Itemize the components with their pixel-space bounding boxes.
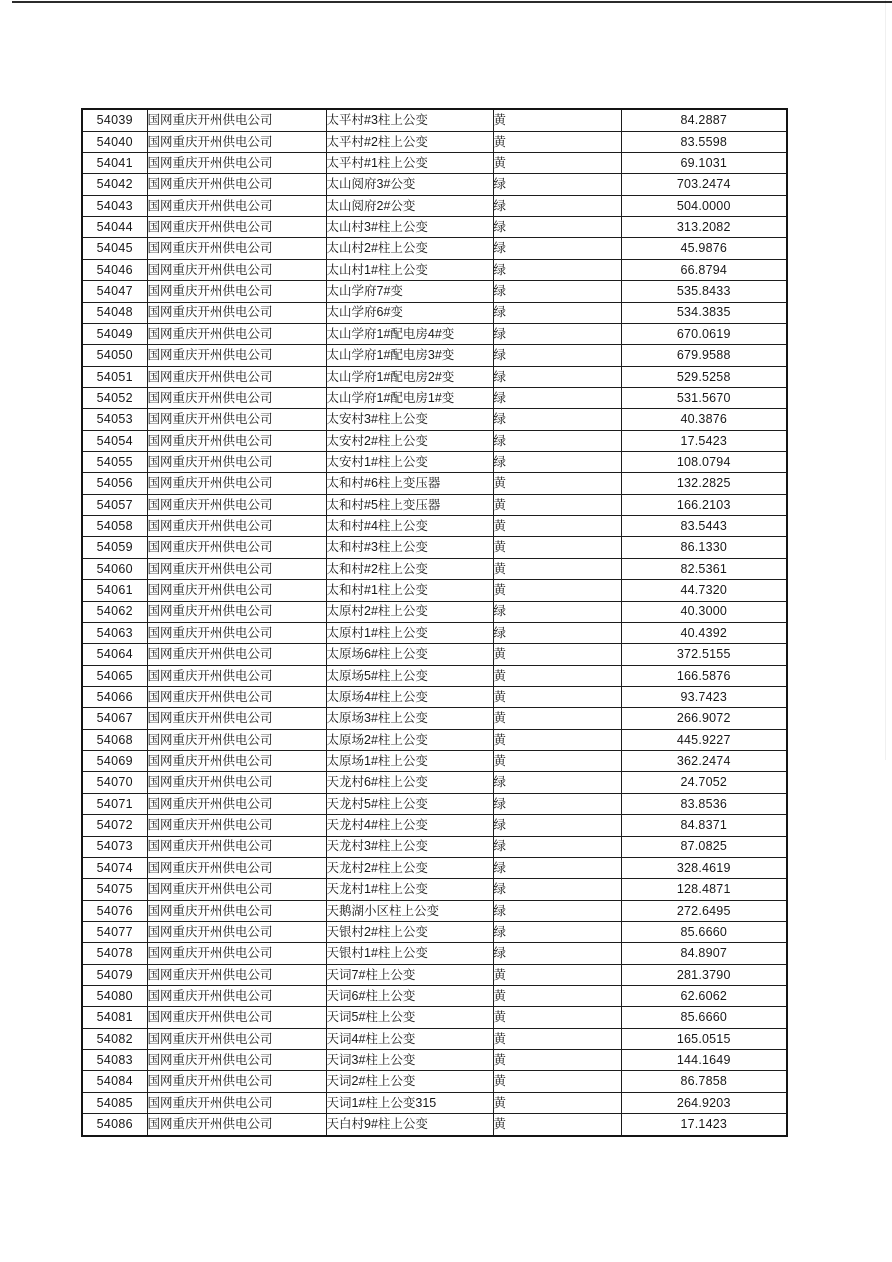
cell-value: 85.6660 <box>621 1007 787 1028</box>
cell-status: 黄 <box>493 580 621 601</box>
cell-device: 太原场2#柱上公变 <box>326 729 493 750</box>
cell-row-id: 54080 <box>82 986 147 1007</box>
cell-value: 372.5155 <box>621 644 787 665</box>
cell-row-id: 54050 <box>82 345 147 366</box>
cell-status: 绿 <box>493 345 621 366</box>
table-row <box>82 409 787 430</box>
cell-device: 太和村#4柱上公变 <box>326 516 493 537</box>
cell-value: 108.0794 <box>621 452 787 473</box>
cell-company: 国网重庆开州供电公司 <box>147 1114 326 1136</box>
cell-company: 国网重庆开州供电公司 <box>147 1050 326 1071</box>
cell-row-id: 54047 <box>82 281 147 302</box>
cell-status: 绿 <box>493 195 621 216</box>
cell-value: 266.9072 <box>621 708 787 729</box>
cell-status: 黄 <box>493 1071 621 1092</box>
cell-status: 黄 <box>493 537 621 558</box>
cell-row-id: 54053 <box>82 409 147 430</box>
cell-value: 93.7423 <box>621 686 787 707</box>
table-row <box>82 366 787 387</box>
cell-row-id: 54063 <box>82 622 147 643</box>
table-row <box>82 1028 787 1049</box>
cell-company: 国网重庆开州供电公司 <box>147 516 326 537</box>
cell-value: 40.3876 <box>621 409 787 430</box>
table-row <box>82 238 787 259</box>
cell-value: 66.8794 <box>621 259 787 280</box>
cell-company: 国网重庆开州供电公司 <box>147 302 326 323</box>
table-row <box>82 601 787 622</box>
cell-device: 太山学府1#配电房1#变 <box>326 387 493 408</box>
cell-device: 太山阅府2#公变 <box>326 195 493 216</box>
cell-row-id: 54065 <box>82 665 147 686</box>
cell-row-id: 54061 <box>82 580 147 601</box>
cell-device: 太安村1#柱上公变 <box>326 452 493 473</box>
table-row <box>82 1092 787 1113</box>
cell-status: 绿 <box>493 793 621 814</box>
cell-status: 黄 <box>493 1092 621 1113</box>
cell-value: 62.6062 <box>621 986 787 1007</box>
cell-device: 太山学府7#变 <box>326 281 493 302</box>
table-row <box>82 174 787 195</box>
cell-company: 国网重庆开州供电公司 <box>147 430 326 451</box>
cell-device: 太山村1#柱上公变 <box>326 259 493 280</box>
cell-status: 黄 <box>493 516 621 537</box>
table-row <box>82 516 787 537</box>
table-row <box>82 772 787 793</box>
cell-status: 绿 <box>493 836 621 857</box>
cell-device: 太平村#3柱上公变 <box>326 109 493 131</box>
cell-device: 太安村2#柱上公变 <box>326 430 493 451</box>
cell-company: 国网重庆开州供电公司 <box>147 879 326 900</box>
cell-status: 黄 <box>493 708 621 729</box>
cell-row-id: 54071 <box>82 793 147 814</box>
cell-status: 黄 <box>493 1028 621 1049</box>
table-row <box>82 665 787 686</box>
cell-device: 太山阅府3#公变 <box>326 174 493 195</box>
cell-value: 45.9876 <box>621 238 787 259</box>
cell-device: 太山村3#柱上公变 <box>326 217 493 238</box>
table-row <box>82 964 787 985</box>
cell-row-id: 54078 <box>82 943 147 964</box>
cell-device: 天词2#柱上公变 <box>326 1071 493 1092</box>
cell-value: 69.1031 <box>621 153 787 174</box>
cell-company: 国网重庆开州供电公司 <box>147 131 326 152</box>
cell-row-id: 54049 <box>82 323 147 344</box>
cell-status: 绿 <box>493 857 621 878</box>
cell-company: 国网重庆开州供电公司 <box>147 964 326 985</box>
table-row <box>82 131 787 152</box>
cell-status: 黄 <box>493 751 621 772</box>
cell-value: 83.8536 <box>621 793 787 814</box>
cell-value: 144.1649 <box>621 1050 787 1071</box>
cell-row-id: 54062 <box>82 601 147 622</box>
cell-company: 国网重庆开州供电公司 <box>147 323 326 344</box>
cell-company: 国网重庆开州供电公司 <box>147 537 326 558</box>
table-row <box>82 537 787 558</box>
cell-company: 国网重庆开州供电公司 <box>147 558 326 579</box>
cell-status: 绿 <box>493 366 621 387</box>
cell-company: 国网重庆开州供电公司 <box>147 772 326 793</box>
table-row <box>82 708 787 729</box>
cell-company: 国网重庆开州供电公司 <box>147 665 326 686</box>
cell-value: 534.3835 <box>621 302 787 323</box>
cell-status: 黄 <box>493 494 621 515</box>
cell-status: 黄 <box>493 109 621 131</box>
cell-device: 太山村2#柱上公变 <box>326 238 493 259</box>
cell-device: 天词4#柱上公变 <box>326 1028 493 1049</box>
cell-device: 太和村#1柱上公变 <box>326 580 493 601</box>
cell-device: 太和村#2柱上公变 <box>326 558 493 579</box>
table-row <box>82 1050 787 1071</box>
data-table <box>81 108 788 1137</box>
cell-company: 国网重庆开州供电公司 <box>147 921 326 942</box>
cell-row-id: 54077 <box>82 921 147 942</box>
cell-company: 国网重庆开州供电公司 <box>147 857 326 878</box>
cell-status: 黄 <box>493 686 621 707</box>
cell-value: 679.9588 <box>621 345 787 366</box>
table-row <box>82 302 787 323</box>
cell-value: 85.6660 <box>621 921 787 942</box>
cell-status: 黄 <box>493 964 621 985</box>
cell-device: 太原村1#柱上公变 <box>326 622 493 643</box>
cell-device: 天鹅湖小区柱上公变 <box>326 900 493 921</box>
cell-device: 天词3#柱上公变 <box>326 1050 493 1071</box>
cell-status: 绿 <box>493 943 621 964</box>
cell-value: 24.7052 <box>621 772 787 793</box>
cell-value: 166.2103 <box>621 494 787 515</box>
cell-row-id: 54066 <box>82 686 147 707</box>
cell-status: 绿 <box>493 430 621 451</box>
table-row <box>82 793 787 814</box>
cell-device: 天银村2#柱上公变 <box>326 921 493 942</box>
cell-status: 黄 <box>493 558 621 579</box>
cell-device: 天龙村4#柱上公变 <box>326 815 493 836</box>
cell-device: 太平村#2柱上公变 <box>326 131 493 152</box>
table-row <box>82 644 787 665</box>
cell-status: 绿 <box>493 622 621 643</box>
cell-row-id: 54045 <box>82 238 147 259</box>
cell-row-id: 54072 <box>82 815 147 836</box>
cell-row-id: 54040 <box>82 131 147 152</box>
cell-value: 128.4871 <box>621 879 787 900</box>
cell-company: 国网重庆开州供电公司 <box>147 153 326 174</box>
cell-status: 黄 <box>493 153 621 174</box>
table-row <box>82 1114 787 1136</box>
cell-company: 国网重庆开州供电公司 <box>147 729 326 750</box>
cell-company: 国网重庆开州供电公司 <box>147 580 326 601</box>
cell-company: 国网重庆开州供电公司 <box>147 986 326 1007</box>
table-row <box>82 387 787 408</box>
cell-device: 太原场4#柱上公变 <box>326 686 493 707</box>
cell-company: 国网重庆开州供电公司 <box>147 1028 326 1049</box>
cell-value: 84.8907 <box>621 943 787 964</box>
cell-row-id: 54064 <box>82 644 147 665</box>
cell-row-id: 54075 <box>82 879 147 900</box>
table-row <box>82 986 787 1007</box>
table-row <box>82 857 787 878</box>
cell-status: 黄 <box>493 729 621 750</box>
table-row <box>82 580 787 601</box>
cell-status: 绿 <box>493 815 621 836</box>
cell-row-id: 54051 <box>82 366 147 387</box>
table-row <box>82 558 787 579</box>
table-row <box>82 195 787 216</box>
cell-company: 国网重庆开州供电公司 <box>147 452 326 473</box>
cell-row-id: 54056 <box>82 473 147 494</box>
cell-status: 黄 <box>493 665 621 686</box>
cell-row-id: 54042 <box>82 174 147 195</box>
cell-value: 281.3790 <box>621 964 787 985</box>
cell-row-id: 54074 <box>82 857 147 878</box>
cell-company: 国网重庆开州供电公司 <box>147 644 326 665</box>
cell-company: 国网重庆开州供电公司 <box>147 793 326 814</box>
cell-status: 绿 <box>493 217 621 238</box>
cell-device: 太和村#5柱上变压器 <box>326 494 493 515</box>
cell-value: 40.4392 <box>621 622 787 643</box>
cell-value: 165.0515 <box>621 1028 787 1049</box>
cell-value: 264.9203 <box>621 1092 787 1113</box>
cell-value: 362.2474 <box>621 751 787 772</box>
table-row <box>82 836 787 857</box>
cell-value: 17.1423 <box>621 1114 787 1136</box>
cell-value: 132.2825 <box>621 473 787 494</box>
cell-company: 国网重庆开州供电公司 <box>147 601 326 622</box>
cell-row-id: 54060 <box>82 558 147 579</box>
scan-right-edge-artifact <box>885 0 886 760</box>
cell-device: 太山学府1#配电房2#变 <box>326 366 493 387</box>
cell-row-id: 54058 <box>82 516 147 537</box>
cell-device: 太山学府6#变 <box>326 302 493 323</box>
cell-value: 82.5361 <box>621 558 787 579</box>
cell-company: 国网重庆开州供电公司 <box>147 387 326 408</box>
cell-device: 天龙村1#柱上公变 <box>326 879 493 900</box>
cell-device: 太和村#6柱上变压器 <box>326 473 493 494</box>
table-row <box>82 494 787 515</box>
cell-value: 504.0000 <box>621 195 787 216</box>
cell-status: 黄 <box>493 1050 621 1071</box>
cell-value: 313.2082 <box>621 217 787 238</box>
cell-device: 太原场6#柱上公变 <box>326 644 493 665</box>
cell-company: 国网重庆开州供电公司 <box>147 238 326 259</box>
cell-status: 绿 <box>493 601 621 622</box>
table-row <box>82 622 787 643</box>
cell-device: 太原场1#柱上公变 <box>326 751 493 772</box>
cell-status: 绿 <box>493 772 621 793</box>
cell-company: 国网重庆开州供电公司 <box>147 409 326 430</box>
cell-row-id: 54085 <box>82 1092 147 1113</box>
cell-row-id: 54046 <box>82 259 147 280</box>
cell-company: 国网重庆开州供电公司 <box>147 195 326 216</box>
cell-device: 太山学府1#配电房3#变 <box>326 345 493 366</box>
cell-company: 国网重庆开州供电公司 <box>147 1071 326 1092</box>
cell-row-id: 54043 <box>82 195 147 216</box>
cell-value: 445.9227 <box>621 729 787 750</box>
cell-device: 天龙村3#柱上公变 <box>326 836 493 857</box>
table-row <box>82 430 787 451</box>
cell-row-id: 54073 <box>82 836 147 857</box>
cell-value: 703.2474 <box>621 174 787 195</box>
cell-company: 国网重庆开州供电公司 <box>147 900 326 921</box>
table-row <box>82 729 787 750</box>
table-row <box>82 473 787 494</box>
cell-row-id: 54055 <box>82 452 147 473</box>
cell-value: 84.2887 <box>621 109 787 131</box>
table-row <box>82 943 787 964</box>
cell-device: 天词1#柱上公变315 <box>326 1092 493 1113</box>
cell-row-id: 54054 <box>82 430 147 451</box>
cell-row-id: 54068 <box>82 729 147 750</box>
cell-row-id: 54079 <box>82 964 147 985</box>
cell-status: 绿 <box>493 879 621 900</box>
cell-value: 83.5598 <box>621 131 787 152</box>
cell-device: 天白村9#柱上公变 <box>326 1114 493 1136</box>
cell-company: 国网重庆开州供电公司 <box>147 1092 326 1113</box>
table-body <box>82 109 787 1136</box>
cell-status: 黄 <box>493 644 621 665</box>
cell-company: 国网重庆开州供电公司 <box>147 366 326 387</box>
cell-row-id: 54083 <box>82 1050 147 1071</box>
cell-company: 国网重庆开州供电公司 <box>147 473 326 494</box>
cell-value: 84.8371 <box>621 815 787 836</box>
cell-device: 太原场3#柱上公变 <box>326 708 493 729</box>
cell-status: 黄 <box>493 1114 621 1136</box>
cell-value: 40.3000 <box>621 601 787 622</box>
table-row <box>82 323 787 344</box>
cell-value: 529.5258 <box>621 366 787 387</box>
cell-row-id: 54069 <box>82 751 147 772</box>
cell-status: 绿 <box>493 387 621 408</box>
cell-device: 太原场5#柱上公变 <box>326 665 493 686</box>
cell-value: 272.6495 <box>621 900 787 921</box>
table-row <box>82 153 787 174</box>
cell-status: 黄 <box>493 986 621 1007</box>
cell-row-id: 54070 <box>82 772 147 793</box>
cell-device: 天银村1#柱上公变 <box>326 943 493 964</box>
scan-top-edge-artifact <box>12 1 892 3</box>
cell-row-id: 54081 <box>82 1007 147 1028</box>
cell-device: 天词6#柱上公变 <box>326 986 493 1007</box>
cell-row-id: 54044 <box>82 217 147 238</box>
cell-value: 535.8433 <box>621 281 787 302</box>
cell-company: 国网重庆开州供电公司 <box>147 836 326 857</box>
cell-value: 86.1330 <box>621 537 787 558</box>
cell-status: 绿 <box>493 302 621 323</box>
cell-device: 天词7#柱上公变 <box>326 964 493 985</box>
cell-value: 87.0825 <box>621 836 787 857</box>
table-row <box>82 1007 787 1028</box>
cell-status: 绿 <box>493 900 621 921</box>
cell-device: 太原村2#柱上公变 <box>326 601 493 622</box>
cell-row-id: 54048 <box>82 302 147 323</box>
table-row <box>82 900 787 921</box>
cell-status: 绿 <box>493 281 621 302</box>
table-row <box>82 686 787 707</box>
cell-company: 国网重庆开州供电公司 <box>147 622 326 643</box>
cell-row-id: 54059 <box>82 537 147 558</box>
cell-device: 太安村3#柱上公变 <box>326 409 493 430</box>
cell-status: 绿 <box>493 174 621 195</box>
cell-company: 国网重庆开州供电公司 <box>147 686 326 707</box>
cell-row-id: 54052 <box>82 387 147 408</box>
cell-row-id: 54057 <box>82 494 147 515</box>
cell-device: 太山学府1#配电房4#变 <box>326 323 493 344</box>
table-row <box>82 1071 787 1092</box>
cell-company: 国网重庆开州供电公司 <box>147 1007 326 1028</box>
cell-company: 国网重庆开州供电公司 <box>147 109 326 131</box>
cell-row-id: 54084 <box>82 1071 147 1092</box>
table-row <box>82 751 787 772</box>
cell-status: 绿 <box>493 409 621 430</box>
table-row <box>82 815 787 836</box>
table-row <box>82 109 787 131</box>
table-row <box>82 259 787 280</box>
cell-company: 国网重庆开州供电公司 <box>147 217 326 238</box>
table-row <box>82 217 787 238</box>
cell-value: 17.5423 <box>621 430 787 451</box>
cell-device: 太平村#1柱上公变 <box>326 153 493 174</box>
cell-status: 绿 <box>493 238 621 259</box>
cell-value: 86.7858 <box>621 1071 787 1092</box>
cell-row-id: 54041 <box>82 153 147 174</box>
table-row <box>82 879 787 900</box>
cell-row-id: 54082 <box>82 1028 147 1049</box>
cell-company: 国网重庆开州供电公司 <box>147 708 326 729</box>
cell-row-id: 54086 <box>82 1114 147 1136</box>
cell-row-id: 54039 <box>82 109 147 131</box>
cell-company: 国网重庆开州供电公司 <box>147 815 326 836</box>
cell-device: 太和村#3柱上公变 <box>326 537 493 558</box>
table-row <box>82 921 787 942</box>
cell-company: 国网重庆开州供电公司 <box>147 494 326 515</box>
cell-status: 黄 <box>493 131 621 152</box>
cell-status: 绿 <box>493 921 621 942</box>
cell-company: 国网重庆开州供电公司 <box>147 281 326 302</box>
cell-status: 绿 <box>493 323 621 344</box>
cell-company: 国网重庆开州供电公司 <box>147 345 326 366</box>
cell-value: 166.5876 <box>621 665 787 686</box>
table-row <box>82 452 787 473</box>
cell-value: 83.5443 <box>621 516 787 537</box>
cell-value: 328.4619 <box>621 857 787 878</box>
cell-status: 绿 <box>493 452 621 473</box>
cell-status: 黄 <box>493 473 621 494</box>
cell-row-id: 54076 <box>82 900 147 921</box>
cell-row-id: 54067 <box>82 708 147 729</box>
cell-company: 国网重庆开州供电公司 <box>147 259 326 280</box>
cell-company: 国网重庆开州供电公司 <box>147 174 326 195</box>
cell-value: 44.7320 <box>621 580 787 601</box>
cell-company: 国网重庆开州供电公司 <box>147 943 326 964</box>
cell-value: 531.5670 <box>621 387 787 408</box>
cell-device: 天龙村6#柱上公变 <box>326 772 493 793</box>
cell-device: 天龙村2#柱上公变 <box>326 857 493 878</box>
table-row <box>82 345 787 366</box>
cell-status: 黄 <box>493 1007 621 1028</box>
cell-company: 国网重庆开州供电公司 <box>147 751 326 772</box>
cell-status: 绿 <box>493 259 621 280</box>
table-row <box>82 281 787 302</box>
cell-device: 天龙村5#柱上公变 <box>326 793 493 814</box>
cell-value: 670.0619 <box>621 323 787 344</box>
cell-device: 天词5#柱上公变 <box>326 1007 493 1028</box>
